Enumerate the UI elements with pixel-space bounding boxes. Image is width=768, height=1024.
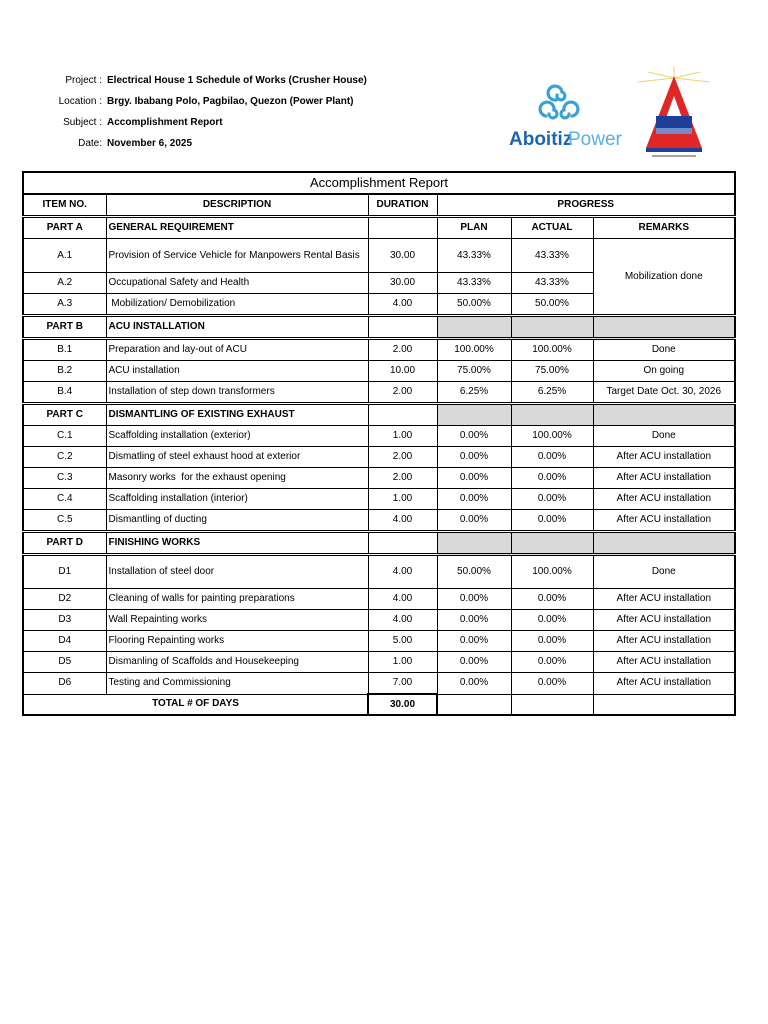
date-value: November 6, 2025 — [107, 138, 193, 149]
part-a-code: PART A — [23, 217, 106, 239]
col-header-plan: PLAN — [437, 217, 511, 239]
remarks: Done — [593, 555, 735, 589]
duration: 4.00 — [368, 294, 437, 316]
plan: 43.33% — [437, 239, 511, 273]
col-header-duration: DURATION — [368, 194, 437, 217]
duration: 1.00 — [368, 426, 437, 447]
description: ACU installation — [106, 361, 368, 382]
description: Wall Repainting works — [106, 610, 368, 631]
item-no: D5 — [23, 652, 106, 673]
location-value: Brgy. Ibabang Polo, Pagbilao, Quezon (Power Plant) — [107, 96, 354, 107]
description: Testing and Commissioning — [106, 673, 368, 695]
actual: 0.00% — [511, 510, 593, 532]
item-no: C.1 — [23, 426, 106, 447]
remarks: On going — [593, 361, 735, 382]
table-row — [23, 555, 735, 589]
table-row — [23, 468, 735, 489]
actual: 0.00% — [511, 468, 593, 489]
item-no: D1 — [23, 555, 106, 589]
description: Occupational Safety and Health — [106, 273, 368, 294]
plan: 0.00% — [437, 510, 511, 532]
item-no: C.4 — [23, 489, 106, 510]
item-no: D3 — [23, 610, 106, 631]
table-row — [23, 339, 735, 361]
item-no: C.3 — [23, 468, 106, 489]
subject-value: Accomplishment Report — [107, 117, 223, 128]
item-no: B.2 — [23, 361, 106, 382]
table-row — [23, 631, 735, 652]
item-no: D2 — [23, 589, 106, 610]
actual: 0.00% — [511, 589, 593, 610]
document-header — [30, 70, 367, 154]
table-row — [23, 447, 735, 468]
remarks: After ACU installation — [593, 610, 735, 631]
part-d-code: PART D — [23, 532, 106, 555]
project-row — [30, 70, 367, 91]
duration: 2.00 — [368, 382, 437, 404]
table-row — [23, 510, 735, 532]
duration: 30.00 — [368, 273, 437, 294]
duration: 1.00 — [368, 489, 437, 510]
table-row — [23, 652, 735, 673]
description: Provision of Service Vehicle for Manpowers Rental Basis — [106, 239, 368, 273]
description: Installation of step down transformers — [106, 382, 368, 404]
part-d-name: FINISHING WORKS — [106, 532, 368, 555]
part-c-name: DISMANTLING OF EXISTING EXHAUST — [106, 404, 368, 426]
col-header-actual: ACTUAL — [511, 217, 593, 239]
actual: 0.00% — [511, 489, 593, 510]
plan: 50.00% — [437, 294, 511, 316]
actual: 0.00% — [511, 631, 593, 652]
item-no: B.1 — [23, 339, 106, 361]
plan: 0.00% — [437, 468, 511, 489]
table-title: Accomplishment Report — [23, 172, 735, 194]
plan: 50.00% — [437, 555, 511, 589]
location-row — [30, 91, 367, 112]
remarks: After ACU installation — [593, 468, 735, 489]
item-no: C.2 — [23, 447, 106, 468]
duration: 5.00 — [368, 631, 437, 652]
description: Flooring Repainting works — [106, 631, 368, 652]
description: Installation of steel door — [106, 555, 368, 589]
total-label: TOTAL # OF DAYS — [23, 694, 368, 715]
description: Dismatling of steel exhaust hood at exterior — [106, 447, 368, 468]
duration: 4.00 — [368, 589, 437, 610]
remarks: After ACU installation — [593, 447, 735, 468]
actual: 6.25% — [511, 382, 593, 404]
table-row — [23, 673, 735, 695]
description: Preparation and lay-out of ACU — [106, 339, 368, 361]
table-row — [23, 589, 735, 610]
subject-label: Subject : — [63, 117, 102, 128]
item-no: C.5 — [23, 510, 106, 532]
project-label: Project : — [65, 75, 102, 86]
remarks: After ACU installation — [593, 589, 735, 610]
item-no: A.1 — [23, 239, 106, 273]
plan: 0.00% — [437, 489, 511, 510]
subject-row — [30, 112, 367, 133]
remarks: After ACU installation — [593, 489, 735, 510]
actual: 100.00% — [511, 339, 593, 361]
part-b-code: PART B — [23, 316, 106, 339]
description: Scaffolding installation (interior) — [106, 489, 368, 510]
remarks: After ACU installation — [593, 510, 735, 532]
plan: 0.00% — [437, 610, 511, 631]
col-header-progress: PROGRESS — [437, 194, 735, 217]
remarks-part-a: Mobilization done — [593, 239, 735, 316]
description: Scaffolding installation (exterior) — [106, 426, 368, 447]
actual: 0.00% — [511, 673, 593, 695]
col-header-item: ITEM NO. — [23, 194, 106, 217]
col-header-description: DESCRIPTION — [106, 194, 368, 217]
col-header-remarks: REMARKS — [593, 217, 735, 239]
project-value: Electrical House 1 Schedule of Works (Crusher House) — [107, 75, 367, 86]
duration: 4.00 — [368, 510, 437, 532]
table-row — [23, 489, 735, 510]
plan: 75.00% — [437, 361, 511, 382]
item-no: B.4 — [23, 382, 106, 404]
plan: 0.00% — [437, 589, 511, 610]
duration: 4.00 — [368, 610, 437, 631]
item-no: A.3 — [23, 294, 106, 316]
table-row — [23, 239, 735, 273]
duration: 7.00 — [368, 673, 437, 695]
description: Masonry works for the exhaust opening — [106, 468, 368, 489]
duration: 2.00 — [368, 339, 437, 361]
item-no: A.2 — [23, 273, 106, 294]
plan: 0.00% — [437, 447, 511, 468]
plan: 0.00% — [437, 652, 511, 673]
remarks: After ACU installation — [593, 652, 735, 673]
power-text: Power — [568, 129, 622, 150]
description: Cleaning of walls for painting preparations — [106, 589, 368, 610]
plan: 0.00% — [437, 426, 511, 447]
remarks: Done — [593, 426, 735, 447]
table-row — [23, 426, 735, 447]
actual: 0.00% — [511, 652, 593, 673]
plan: 43.33% — [437, 273, 511, 294]
remarks: Target Date Oct. 30, 2026 — [593, 382, 735, 404]
duration: 1.00 — [368, 652, 437, 673]
table-row — [23, 382, 735, 404]
actual: 100.00% — [511, 426, 593, 447]
actual: 0.00% — [511, 447, 593, 468]
duration: 2.00 — [368, 447, 437, 468]
item-no: D6 — [23, 673, 106, 695]
remarks: After ACU installation — [593, 673, 735, 695]
actual: 50.00% — [511, 294, 593, 316]
actual: 43.33% — [511, 239, 593, 273]
plan: 0.00% — [437, 631, 511, 652]
date-label: Date: — [78, 138, 102, 149]
remarks: After ACU installation — [593, 631, 735, 652]
plan: 6.25% — [437, 382, 511, 404]
part-c-code: PART C — [23, 404, 106, 426]
actual: 0.00% — [511, 610, 593, 631]
description: Dismantling of ducting — [106, 510, 368, 532]
table-row — [23, 361, 735, 382]
plan: 0.00% — [437, 673, 511, 695]
date-row — [30, 133, 367, 154]
plan: 100.00% — [437, 339, 511, 361]
aboitiz-power-logo — [506, 78, 624, 154]
duration: 4.00 — [368, 555, 437, 589]
actual: 100.00% — [511, 555, 593, 589]
total-value: 30.00 — [368, 694, 437, 715]
item-no: D4 — [23, 631, 106, 652]
actual: 43.33% — [511, 273, 593, 294]
table-row — [23, 610, 735, 631]
part-a-name: GENERAL REQUIREMENT — [106, 217, 368, 239]
aboitiz-text: Aboitiz — [509, 129, 573, 150]
contractor-emblem-logo — [636, 64, 712, 162]
duration: 30.00 — [368, 239, 437, 273]
description: Mobilization/ Demobilization — [106, 294, 368, 316]
actual: 75.00% — [511, 361, 593, 382]
duration: 10.00 — [368, 361, 437, 382]
remarks: Done — [593, 339, 735, 361]
location-label: Location : — [58, 96, 102, 107]
description: Dismanling of Scaffolds and Housekeeping — [106, 652, 368, 673]
duration: 2.00 — [368, 468, 437, 489]
accomplishment-table — [22, 171, 736, 716]
part-b-name: ACU INSTALLATION — [106, 316, 368, 339]
